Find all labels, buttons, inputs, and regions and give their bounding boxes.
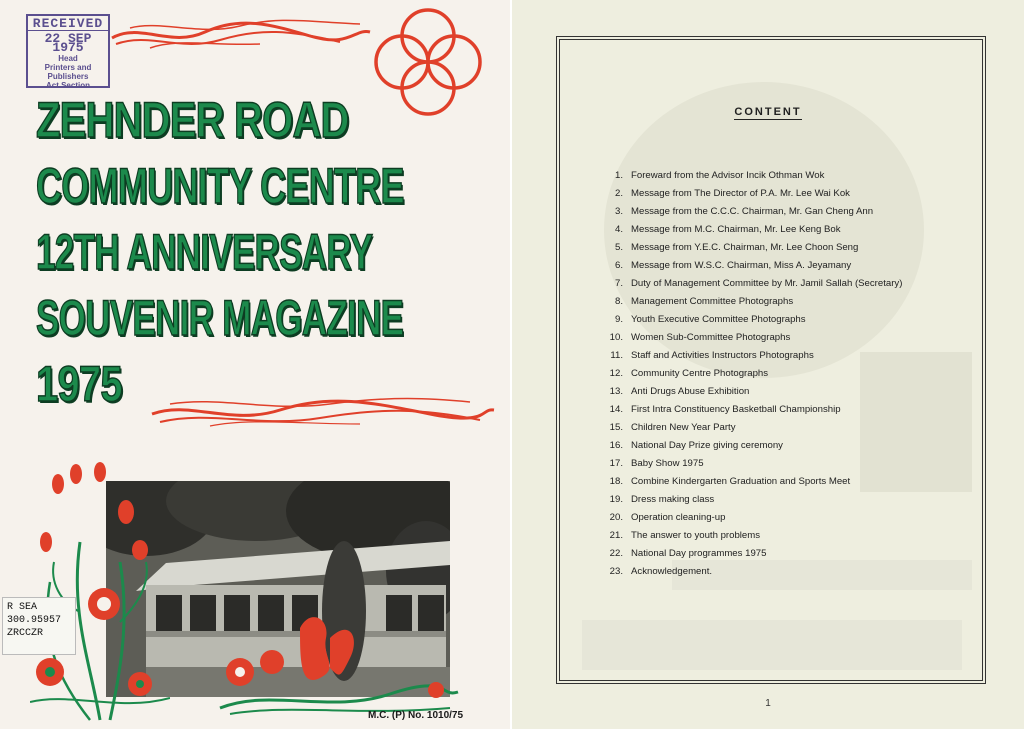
call-number-line: R SEA (7, 602, 38, 613)
toc-item-number: 10. (609, 332, 623, 343)
toc-item-number: 16. (609, 440, 623, 451)
toc-item-number: 6. (614, 260, 623, 271)
middle-ornament (150, 394, 496, 432)
mcp-registration-number: M.C. (P) No. 1010/75 (368, 710, 464, 721)
toc-item-number: 7. (614, 278, 623, 289)
toc-item-text: The answer to youth problems (631, 530, 761, 541)
top-ornament (110, 18, 372, 52)
toc-item (596, 275, 976, 293)
toc-item (596, 329, 976, 347)
toc-item (596, 473, 976, 491)
floral-decoration (30, 462, 170, 724)
toc-item-number: 20. (609, 512, 623, 523)
toc-item-text: Management Committee Photographs (631, 296, 794, 307)
library-call-number-label (2, 597, 76, 655)
toc-item (596, 167, 976, 185)
call-number-line: ZRCCZR (7, 628, 44, 639)
toc-item (596, 311, 976, 329)
stamp-dept-line: Head (58, 54, 78, 63)
contents-heading-text: CONTENT (734, 106, 802, 118)
toc-item (596, 365, 976, 383)
toc-item-number: 21. (609, 530, 623, 541)
toc-item-text: Message from the C.C.C. Chairman, Mr. Gan Cheng Ann (631, 206, 874, 217)
toc-item-text: Message from W.S.C. Chairman, Miss A. Jeyamany (631, 260, 852, 271)
contents-page (512, 0, 1024, 729)
toc-item-text: First Intra Constituency Basketball Championship (631, 404, 841, 415)
floral-decoration-bottom (210, 608, 460, 718)
toc-item-text: National Day Prize giving ceremony (631, 440, 783, 451)
stamp-dept-line: Act Section (45, 81, 90, 90)
toc-item (596, 527, 976, 545)
toc-item-text: Dress making class (631, 494, 715, 505)
cover-year: 1975 (36, 356, 122, 412)
toc-item (596, 383, 976, 401)
toc-item (596, 401, 976, 419)
four-rings-logo-icon (368, 4, 488, 122)
toc-item-text: Message from The Director of P.A. Mr. Lee Wai Kok (631, 188, 850, 199)
toc-item (596, 221, 976, 239)
table-of-contents (596, 167, 976, 581)
toc-item-number: 12. (609, 368, 623, 379)
toc-item (596, 563, 976, 581)
toc-item-text: Community Centre Photographs (631, 368, 769, 379)
stamp-dept-line: Printers and Publishers (44, 63, 92, 81)
toc-item-text: Combine Kindergarten Graduation and Sports Meet (631, 476, 851, 487)
toc-item-text: Youth Executive Committee Photographs (631, 314, 806, 325)
toc-item-number: 18. (609, 476, 623, 487)
toc-item-text: Women Sub-Committee Photographs (631, 332, 791, 343)
cover-page (0, 0, 510, 729)
toc-item (596, 509, 976, 527)
toc-item (596, 185, 976, 203)
toc-item-number: 23. (609, 566, 623, 577)
cover-title-line: 12TH ANNIVERSARY (36, 224, 373, 280)
toc-item-number: 8. (614, 296, 623, 307)
toc-item (596, 239, 976, 257)
toc-item-number: 11. (610, 350, 623, 361)
toc-item-text: National Day programmes 1975 (631, 548, 767, 559)
cover-title-line: COMMUNITY CENTRE (36, 158, 404, 214)
toc-item-number: 13. (609, 386, 623, 397)
toc-item-text: Children New Year Party (631, 422, 736, 433)
page-number: 1 (765, 698, 771, 709)
toc-item-number: 2. (614, 188, 623, 199)
toc-item (596, 545, 976, 563)
toc-item-text: Staff and Activities Instructors Photographs (631, 350, 814, 361)
toc-item-number: 22. (609, 548, 623, 559)
toc-item-text: Message from M.C. Chairman, Mr. Lee Keng Bok (631, 224, 841, 235)
toc-item-number: 17. (609, 458, 623, 469)
toc-item (596, 347, 976, 365)
toc-item-text: Foreward from the Advisor Incik Othman Wok (631, 170, 825, 181)
toc-item-number: 9. (614, 314, 623, 325)
toc-item-text: Baby Show 1975 (631, 458, 704, 469)
toc-item (596, 419, 976, 437)
toc-item-text: Anti Drugs Abuse Exhibition (631, 386, 750, 397)
received-stamp (26, 14, 110, 88)
toc-item-number: 14. (609, 404, 623, 415)
stamp-received-label: RECEIVED (28, 16, 108, 31)
toc-item (596, 257, 976, 275)
toc-item (596, 491, 976, 509)
cover-title-line: SOUVENIR MAGAZINE (36, 290, 404, 346)
toc-item (596, 293, 976, 311)
toc-item-text: Message from Y.E.C. Chairman, Mr. Lee Choon Seng (631, 242, 859, 253)
toc-item-number: 5. (614, 242, 623, 253)
toc-item (596, 437, 976, 455)
toc-item-number: 15. (609, 422, 623, 433)
toc-item-number: 19. (609, 494, 623, 505)
toc-item (596, 455, 976, 473)
toc-item-number: 1. (614, 170, 623, 181)
call-number-line: 300.95957 (7, 615, 62, 626)
stamp-date: 22 SEP 1975 (44, 31, 92, 55)
toc-item (596, 203, 976, 221)
toc-item-text: Acknowledgement. (631, 566, 713, 577)
toc-item-number: 4. (614, 224, 623, 235)
cover-title-line: ZEHNDER ROAD (36, 92, 349, 148)
toc-item-text: Operation cleaning-up (631, 512, 726, 523)
contents-heading (512, 106, 1024, 118)
toc-item-text: Duty of Management Committee by Mr. Jamil Sallah (Secretary) (631, 278, 903, 289)
toc-item-number: 3. (614, 206, 623, 217)
